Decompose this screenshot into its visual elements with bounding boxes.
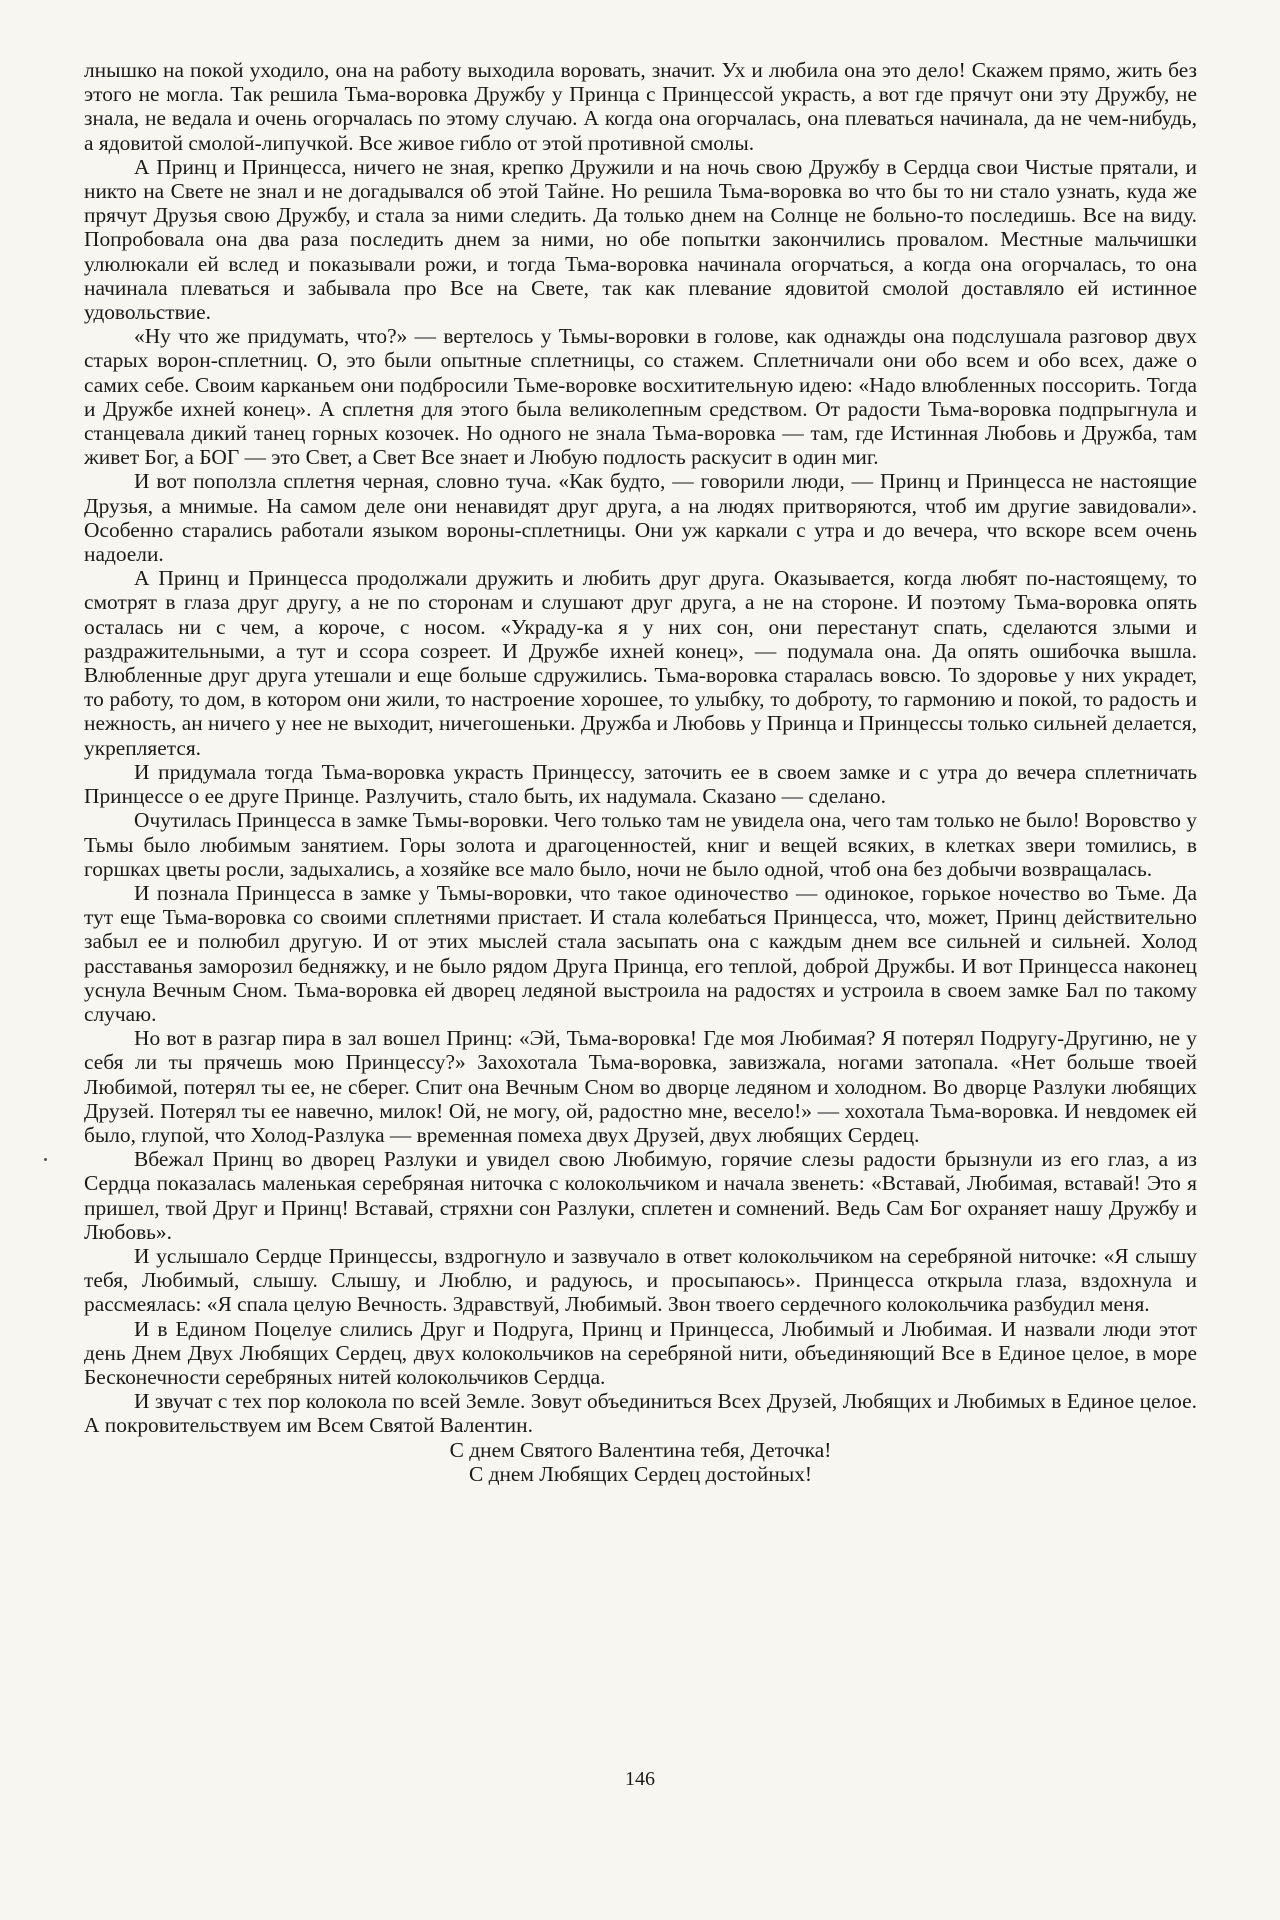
paragraph: А Принц и Принцесса продолжали дружить и любить друг друга. Оказывается, когда любят по-настоящему, то смотрят в глаза друг другу, а не по сторонам и слушают друг друга, а не на стороне. И поэтому Тьма-воровка опять осталась ни с чем, а короче, с носом. «Украду-ка я у них сон, они перестанут спать, сделаются злыми и раздражительными, а тут и ссора созреет. И Дружбе ихней конец», — подумала она. Да опять ошибочка вышла. Влюбленные друг друга утешали и еще больше сдружились. Тьма-воровка старалась вовсю. То здоровье у них украдет, то работу, то дом, в котором они жили, то настроение хорошее, то улыбку, то доброту, то гармонию и покой, то радость и нежность, ан ничего у нее не выходит, ничегошеньки. Дружба и Любовь у Принца и Принцессы только сильней делается, укрепляется. — [84, 566, 1197, 760]
greeting-line: С днем Любящих Сердец достойных! — [468, 1461, 813, 1486]
paragraph: лнышко на покой уходило, она на работу выходила воровать, значит. Ух и любила она это дело! Скажем прямо, жить без этого не могла. Так решила Тьма-воровка Дружбу у Принца с Принцессой украсть, а вот где прячут они эту Дружбу, не знала, не ведала и очень огорчалась по этому случаю. А когда она огорчалась, она плеваться начинала, да не чем-нибудь, а ядовитой смолой-липучкой. Все живое гибло от этой противной смолы. — [84, 58, 1197, 155]
paragraph: И придумала тогда Тьма-воровка украсть Принцессу, заточить ее в своем замке и с утра до вечера сплетничать Принцессе о ее друге Принце. Разлучить, стало быть, их надумала. Сказано — сделано. — [84, 759, 1197, 809]
paragraph: А Принц и Принцесса, ничего не зная, крепко Дружили и на ночь свою Дружбу в Сердца свои Чистые прятали, и никто на Свете не знал и не догадывался об этой Тайне. Но решила Тьма-воровка во что бы то ни стало узнать, куда же прячут Друзья свою Дружбу, и стала за ними следить. Да только днем на Солнце не больно-то последишь. Все на виду. Попробовала она два раза последить днем за ними, но обе попытки закончились провалом. Местные мальчишки улюлюкали ей вслед и показывали рожи, и тогда Тьма-воровка начинала огорчаться, а когда она огорчалась, то она начинала плеваться и забывала про Все на Свете, так как плевание ядовитой смолой доставляло ей истинное удовольствие. — [84, 154, 1197, 325]
paragraph: И познала Принцесса в замке у Тьмы-воровки, что такое одиночество — одинокое, горькое ночество во Тьме. Да тут еще Тьма-воровка со своими сплетнями пристает. И стала колебаться Принцесса, что, может, Принц действительно забыл ее и полюбил другую. И от этих мыслей стала засыпать она с каждым днем все сильней и сильней. Холод расставанья заморозил бедняжку, и не было рядом Друга Принца, его теплой, доброй Дружбы. И вот Принцесса наконец уснула Вечным Сном. Тьма-воровка ей дворец ледяной выстроила на радостях и устроила в своем замке Бал по такому случаю. — [84, 880, 1197, 1026]
print-speck — [44, 1158, 47, 1161]
paragraph: И вот поползла сплетня черная, словно туча. «Как будто, — говорили люди, — Принц и Принцесса не настоящие Друзья, а мнимые. На самом деле они ненавидят друг друга, а на людях притворяются, чтоб им другие завидовали». Особенно старались работали языком вороны-сплетницы. Они уж каркали с утра и до вечера, что вскоре всем очень надоели. — [84, 469, 1197, 567]
paragraph: И в Едином Поцелуе слились Друг и Подруга, Принц и Принцесса, Любимый и Любимая. И назвали люди этот день Днем Двух Любящих Сердец, двух колокольчиков на серебряной нити, объединяющий Все в Единое целое, в море Бесконечности серебряных нитей колокольчиков Сердца. — [84, 1316, 1197, 1389]
paragraph: И услышало Сердце Принцессы, вздрогнуло и зазвучало в ответ колокольчиком на серебряной ниточке: «Я слышу тебя, Любимый, слышу. Слышу, и Люблю, и радуюсь, и просыпаюсь». Принцесса открыла глаза, вздохнула и рассмеялась: «Я спала целую Вечность. Здравствуй, Любимый. Звон твоего сердечного колокольчика разбудил меня. — [84, 1243, 1197, 1317]
page-number: 146 — [625, 1768, 655, 1790]
page-text — [84, 58, 1197, 1486]
paragraph: Очутилась Принцесса в замке Тьмы-воровки. Чего только там не увидела она, чего там только не было! Воровство у Тьмы было любимым занятием. Горы золота и драгоценностей, книг и вещей всяких, в клетках звери томились, в горшках цветы росли, задыхались, а хозяйке все мало было, ночи не было одной, чтоб она без добычи возвращалась. — [84, 808, 1197, 881]
paragraph: Но вот в разгар пира в зал вошел Принц: «Эй, Тьма-воровка! Где моя Любимая? Я потерял Подругу-Другиню, не у себя ли ты прячешь мою Принцессу?» Захохотала Тьма-воровка, завизжала, ногами затопала. «Нет больше твоей Любимой, потерял ты ее, не сберег. Спит она Вечным Сном во дворце ледяном и холодном. Во дворце Разлуки любящих Друзей. Потерял ты ее навечно, милок! Ой, не могу, ой, радостно мне, весело!» — хохотала Тьма-воровка. И невдомек ей было, глупой, что Холод-Разлука — временная помеха двух Друзей, двух любящих Сердец. — [84, 1026, 1197, 1147]
paragraph: Вбежал Принц во дворец Разлуки и увидел свою Любимую, горячие слезы радости брызнули из его глаз, а из Сердца показалась маленькая серебряная ниточка с колокольчиком и начала звенеть: «Вставай, Любимая, вставай! Это я пришел, твой Друг и Принц! Вставай, стряхни сон Разлуки, сплетен и сомнений. Ведь Сам Бог охраняет нашу Дружбу и Любовь». — [84, 1147, 1197, 1244]
greeting-line: С днем Святого Валентина тебя, Деточка! — [449, 1437, 832, 1462]
paragraph: «Ну что же придумать, что?» — вертелось у Тьмы-воровки в голове, как однажды она подслушала разговор двух старых ворон-сплетниц. О, это были опытные сплетницы, со стажем. Сплетничали они обо всем и обо всех, даже о самих себе. Своим карканьем они подбросили Тьме-воровке восхитительную идею: «Надо влюбленных поссорить. Тогда и Дружбе ихней конец». А сплетня для этого была великолепным средством. От радости Тьма-воровка подпрыгнула и станцевала дикий танец горных козочек. Но одного не знала Тьма-воровка — там, где Истинная Любовь и Дружба, там живет Бог, а БОГ — это Свет, а Свет Все знает и Любую подлость раскусит в один миг. — [84, 324, 1197, 470]
paragraph: И звучат с тех пор колокола по всей Земле. Зовут объединиться Всех Друзей, Любящих и Любимых в Единое целое. А покровительствуем им Всем Святой Валентин. — [84, 1389, 1197, 1438]
